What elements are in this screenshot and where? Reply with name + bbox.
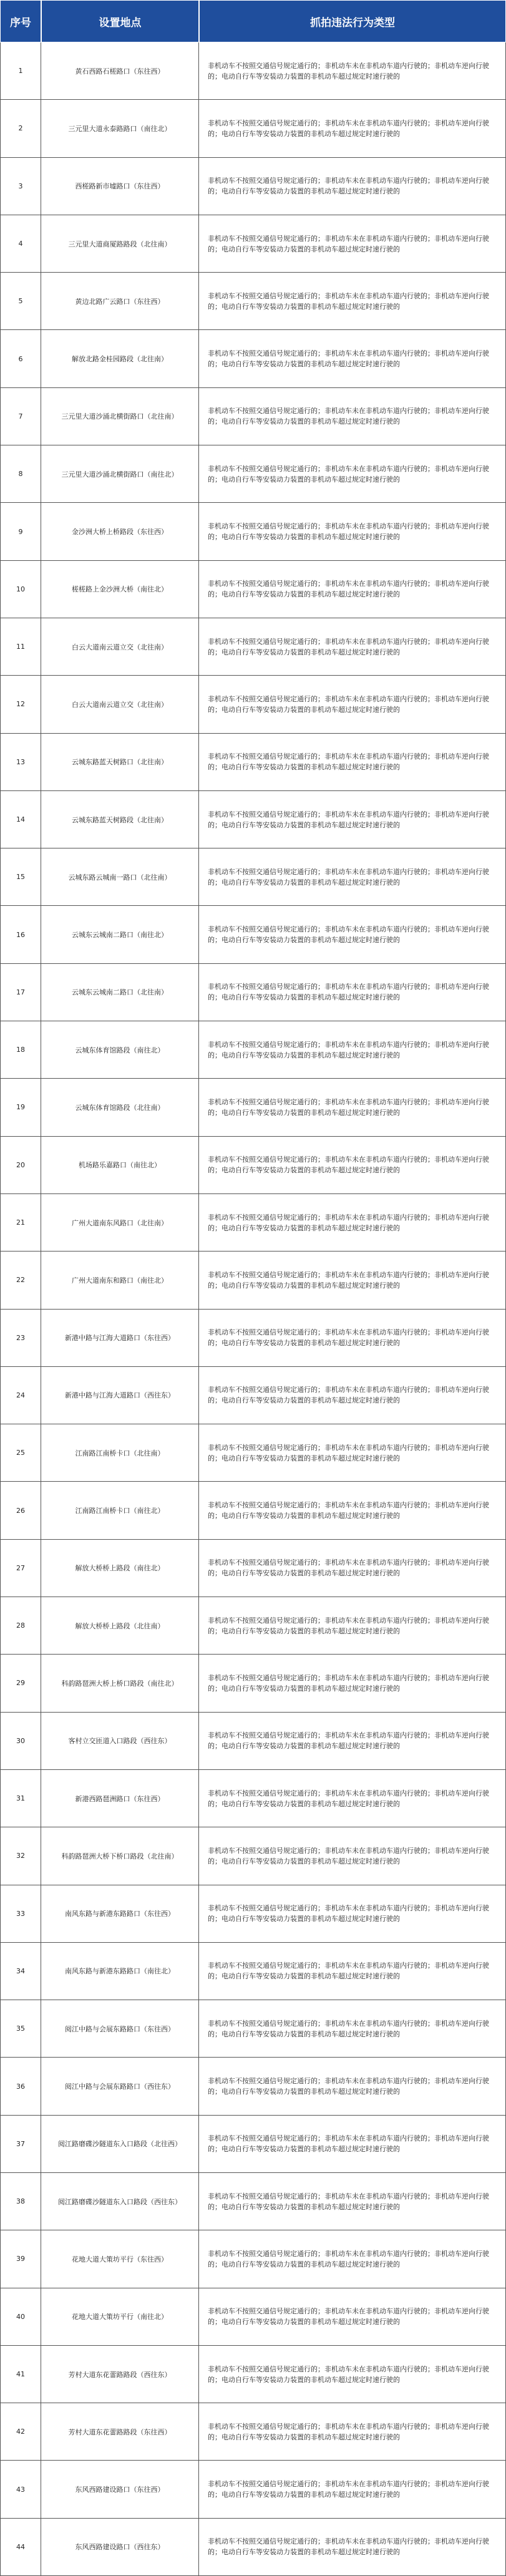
table-row — [0, 791, 506, 848]
table-row — [0, 1021, 506, 1079]
row-index: 32 — [0, 1827, 41, 1885]
row-index: 13 — [0, 734, 41, 791]
row-location: 解放大桥桥上路段（南往北） — [41, 1540, 199, 1597]
row-index: 25 — [0, 1424, 41, 1482]
row-violation-type: 非机动车不按照交通信号规定通行的；非机动车未在非机动车道内行驶的；非机动车逆向行驶的；电动自行车等安装动力装置的非机动车超过规定时速行驶的 — [199, 2058, 506, 2115]
row-violation-type: 非机动车不按照交通信号规定通行的；非机动车未在非机动车道内行驶的；非机动车逆向行驶的；电动自行车等安装动力装置的非机动车超过规定时速行驶的 — [199, 273, 506, 330]
table-row — [0, 848, 506, 906]
row-violation-type: 非机动车不按照交通信号规定通行的；非机动车未在非机动车道内行驶的；非机动车逆向行驶的；电动自行车等安装动力装置的非机动车超过规定时速行驶的 — [199, 1310, 506, 1367]
row-index: 19 — [0, 1079, 41, 1136]
table-row — [0, 734, 506, 791]
table-row — [0, 1885, 506, 1943]
row-index: 15 — [0, 848, 41, 906]
row-index: 21 — [0, 1194, 41, 1252]
table-row — [0, 618, 506, 676]
row-index: 42 — [0, 2403, 41, 2461]
row-location: 三元里大道永泰路路口（南往北） — [41, 100, 199, 157]
row-location: 科韵路琶洲大桥上桥口路段（南往北） — [41, 1655, 199, 1712]
row-location: 云城东体育馆路段（北往南） — [41, 1079, 199, 1136]
row-violation-type: 非机动车不按照交通信号规定通行的；非机动车未在非机动车道内行驶的；非机动车逆向行驶的；电动自行车等安装动力装置的非机动车超过规定时速行驶的 — [199, 1827, 506, 1885]
table-row — [0, 2403, 506, 2461]
row-index: 22 — [0, 1252, 41, 1309]
table-row — [0, 2288, 506, 2346]
row-violation-type: 非机动车不按照交通信号规定通行的；非机动车未在非机动车道内行驶的；非机动车逆向行驶的；电动自行车等安装动力装置的非机动车超过规定时速行驶的 — [199, 2000, 506, 2058]
row-location: 三元里大道沙涌北横街路口（北往南） — [41, 388, 199, 445]
table-row — [0, 1367, 506, 1424]
row-location: 金沙洲大桥上桥路段（东往西） — [41, 503, 199, 560]
row-index: 39 — [0, 2230, 41, 2288]
row-location: 三元里大道沙涌北横街路口（南往北） — [41, 445, 199, 503]
table-row — [0, 2116, 506, 2173]
row-location: 芳村大道东花蕾路路段（东往西） — [41, 2403, 199, 2461]
row-location: 阅江中路与会展东路路口（西往东） — [41, 2058, 199, 2115]
table-row — [0, 1310, 506, 1367]
row-violation-type: 非机动车不按照交通信号规定通行的；非机动车未在非机动车道内行驶的；非机动车逆向行驶的；电动自行车等安装动力装置的非机动车超过规定时速行驶的 — [199, 1943, 506, 2000]
row-location: 云城东云城南二路口（南往北） — [41, 906, 199, 963]
row-violation-type: 非机动车不按照交通信号规定通行的；非机动车未在非机动车道内行驶的；非机动车逆向行驶的；电动自行车等安装动力装置的非机动车超过规定时速行驶的 — [199, 2288, 506, 2346]
row-violation-type: 非机动车不按照交通信号规定通行的；非机动车未在非机动车道内行驶的；非机动车逆向行驶的；电动自行车等安装动力装置的非机动车超过规定时速行驶的 — [199, 561, 506, 618]
table-row — [0, 1770, 506, 1827]
row-violation-type: 非机动车不按照交通信号规定通行的；非机动车未在非机动车道内行驶的；非机动车逆向行驶的；电动自行车等安装动力装置的非机动车超过规定时速行驶的 — [199, 618, 506, 676]
row-index: 37 — [0, 2116, 41, 2173]
row-location: 广州大道南东风路口（北往南） — [41, 1194, 199, 1252]
row-violation-type: 非机动车不按照交通信号规定通行的；非机动车未在非机动车道内行驶的；非机动车逆向行驶的；电动自行车等安装动力装置的非机动车超过规定时速行驶的 — [199, 445, 506, 503]
row-violation-type: 非机动车不按照交通信号规定通行的；非机动车未在非机动车道内行驶的；非机动车逆向行驶的；电动自行车等安装动力装置的非机动车超过规定时速行驶的 — [199, 1597, 506, 1655]
row-index: 33 — [0, 1885, 41, 1943]
row-location: 阅江中路与会展东路路口（东往西） — [41, 2000, 199, 2058]
row-violation-type: 非机动车不按照交通信号规定通行的；非机动车未在非机动车道内行驶的；非机动车逆向行驶的；电动自行车等安装动力装置的非机动车超过规定时速行驶的 — [199, 1021, 506, 1079]
table-row — [0, 1655, 506, 1712]
table-row — [0, 158, 506, 215]
row-location: 黄边北路广云路口（东往西） — [41, 273, 199, 330]
row-location: 白云大道南云道立交（北往南） — [41, 676, 199, 733]
row-index: 35 — [0, 2000, 41, 2058]
row-index: 36 — [0, 2058, 41, 2115]
row-violation-type: 非机动车不按照交通信号规定通行的；非机动车未在非机动车道内行驶的；非机动车逆向行驶的；电动自行车等安装动力装置的非机动车超过规定时速行驶的 — [199, 330, 506, 387]
table-row — [0, 561, 506, 618]
row-index: 2 — [0, 100, 41, 157]
table-row — [0, 2461, 506, 2518]
row-location: 白云大道南云道立交（北往南） — [41, 618, 199, 676]
row-index: 40 — [0, 2288, 41, 2346]
row-location: 新港中路与江海大道路口（西往东） — [41, 1367, 199, 1424]
table-row — [0, 1943, 506, 2000]
row-violation-type: 非机动车不按照交通信号规定通行的；非机动车未在非机动车道内行驶的；非机动车逆向行驶的；电动自行车等安装动力装置的非机动车超过规定时速行驶的 — [199, 734, 506, 791]
row-violation-type: 非机动车不按照交通信号规定通行的；非机动车未在非机动车道内行驶的；非机动车逆向行驶的；电动自行车等安装动力装置的非机动车超过规定时速行驶的 — [199, 676, 506, 733]
row-location: 解放大桥桥上路段（北往南） — [41, 1597, 199, 1655]
row-location: 江南路江南桥卡口（北往南） — [41, 1424, 199, 1482]
row-location: 科韵路琶洲大桥下桥口路段（北往南） — [41, 1827, 199, 1885]
table-row — [0, 964, 506, 1021]
row-violation-type: 非机动车不按照交通信号规定通行的；非机动车未在非机动车道内行驶的；非机动车逆向行驶的；电动自行车等安装动力装置的非机动车超过规定时速行驶的 — [199, 1482, 506, 1539]
row-index: 11 — [0, 618, 41, 676]
row-location: 云城东路云城南一路口（北往南） — [41, 848, 199, 906]
row-violation-type: 非机动车不按照交通信号规定通行的；非机动车未在非机动车道内行驶的；非机动车逆向行驶的；电动自行车等安装动力装置的非机动车超过规定时速行驶的 — [199, 100, 506, 157]
row-violation-type: 非机动车不按照交通信号规定通行的；非机动车未在非机动车道内行驶的；非机动车逆向行驶的；电动自行车等安装动力装置的非机动车超过规定时速行驶的 — [199, 2346, 506, 2403]
row-violation-type: 非机动车不按照交通信号规定通行的；非机动车未在非机动车道内行驶的；非机动车逆向行驶的；电动自行车等安装动力装置的非机动车超过规定时速行驶的 — [199, 848, 506, 906]
row-violation-type: 非机动车不按照交通信号规定通行的；非机动车未在非机动车道内行驶的；非机动车逆向行驶的；电动自行车等安装动力装置的非机动车超过规定时速行驶的 — [199, 1885, 506, 1943]
row-violation-type: 非机动车不按照交通信号规定通行的；非机动车未在非机动车道内行驶的；非机动车逆向行驶的；电动自行车等安装动力装置的非机动车超过规定时速行驶的 — [199, 1655, 506, 1712]
row-index: 43 — [0, 2461, 41, 2518]
table-row — [0, 1137, 506, 1194]
table-row — [0, 100, 506, 157]
row-index: 23 — [0, 1310, 41, 1367]
row-index: 18 — [0, 1021, 41, 1079]
table-row — [0, 1252, 506, 1309]
table-row — [0, 1424, 506, 1482]
row-violation-type: 非机动车不按照交通信号规定通行的；非机动车未在非机动车道内行驶的；非机动车逆向行驶的；电动自行车等安装动力装置的非机动车超过规定时速行驶的 — [199, 2519, 506, 2576]
row-location: 阅江路磨碟沙隧道东入口路段（北往西） — [41, 2116, 199, 2173]
table-row — [0, 1079, 506, 1136]
table-row — [0, 1482, 506, 1539]
row-violation-type: 非机动车不按照交通信号规定通行的；非机动车未在非机动车道内行驶的；非机动车逆向行驶的；电动自行车等安装动力装置的非机动车超过规定时速行驶的 — [199, 791, 506, 848]
row-index: 9 — [0, 503, 41, 560]
row-index: 29 — [0, 1655, 41, 1712]
row-violation-type: 非机动车不按照交通信号规定通行的；非机动车未在非机动车道内行驶的；非机动车逆向行驶的；电动自行车等安装动力装置的非机动车超过规定时速行驶的 — [199, 158, 506, 215]
header-violation-type: 抓拍违法行为类型 — [199, 0, 506, 42]
row-index: 28 — [0, 1597, 41, 1655]
row-violation-type: 非机动车不按照交通信号规定通行的；非机动车未在非机动车道内行驶的；非机动车逆向行驶的；电动自行车等安装动力装置的非机动车超过规定时速行驶的 — [199, 1424, 506, 1482]
table-row — [0, 676, 506, 733]
row-index: 24 — [0, 1367, 41, 1424]
row-location: 南风东路与新港东路路口（东往西） — [41, 1885, 199, 1943]
table-row — [0, 2058, 506, 2115]
table-row — [0, 2519, 506, 2576]
table-row — [0, 330, 506, 387]
row-location: 广州大道南东和路口（南往北） — [41, 1252, 199, 1309]
row-index: 34 — [0, 1943, 41, 2000]
row-index: 16 — [0, 906, 41, 963]
row-location: 江南路江南桥卡口（南往北） — [41, 1482, 199, 1539]
table-row — [0, 1827, 506, 1885]
table-row — [0, 2230, 506, 2288]
row-violation-type: 非机动车不按照交通信号规定通行的；非机动车未在非机动车道内行驶的；非机动车逆向行驶的；电动自行车等安装动力装置的非机动车超过规定时速行驶的 — [199, 1137, 506, 1194]
row-violation-type: 非机动车不按照交通信号规定通行的；非机动车未在非机动车道内行驶的；非机动车逆向行驶的；电动自行车等安装动力装置的非机动车超过规定时速行驶的 — [199, 2173, 506, 2230]
row-violation-type: 非机动车不按照交通信号规定通行的；非机动车未在非机动车道内行驶的；非机动车逆向行驶的；电动自行车等安装动力装置的非机动车超过规定时速行驶的 — [199, 503, 506, 560]
table-row — [0, 2000, 506, 2058]
row-violation-type: 非机动车不按照交通信号规定通行的；非机动车未在非机动车道内行驶的；非机动车逆向行驶的；电动自行车等安装动力装置的非机动车超过规定时速行驶的 — [199, 1252, 506, 1309]
table-body — [0, 42, 506, 2576]
table-row — [0, 906, 506, 963]
row-index: 3 — [0, 158, 41, 215]
table-row — [0, 42, 506, 100]
row-violation-type: 非机动车不按照交通信号规定通行的；非机动车未在非机动车道内行驶的；非机动车逆向行驶的；电动自行车等安装动力装置的非机动车超过规定时速行驶的 — [199, 2403, 506, 2461]
table-row — [0, 388, 506, 445]
header-index: 序号 — [0, 0, 41, 42]
row-index: 44 — [0, 2519, 41, 2576]
row-violation-type: 非机动车不按照交通信号规定通行的；非机动车未在非机动车道内行驶的；非机动车逆向行驶的；电动自行车等安装动力装置的非机动车超过规定时速行驶的 — [199, 388, 506, 445]
header-location: 设置地点 — [41, 0, 199, 42]
row-violation-type: 非机动车不按照交通信号规定通行的；非机动车未在非机动车道内行驶的；非机动车逆向行驶的；电动自行车等安装动力装置的非机动车超过规定时速行驶的 — [199, 1194, 506, 1252]
row-index: 1 — [0, 42, 41, 100]
table-header — [0, 0, 506, 42]
row-violation-type: 非机动车不按照交通信号规定通行的；非机动车未在非机动车道内行驶的；非机动车逆向行驶的；电动自行车等安装动力装置的非机动车超过规定时速行驶的 — [199, 1367, 506, 1424]
table-row — [0, 215, 506, 273]
row-index: 38 — [0, 2173, 41, 2230]
row-violation-type: 非机动车不按照交通信号规定通行的；非机动车未在非机动车道内行驶的；非机动车逆向行驶的；电动自行车等安装动力装置的非机动车超过规定时速行驶的 — [199, 906, 506, 963]
row-location: 花地大道大策坊平行（东往西） — [41, 2230, 199, 2288]
row-violation-type: 非机动车不按照交通信号规定通行的；非机动车未在非机动车道内行驶的；非机动车逆向行驶的；电动自行车等安装动力装置的非机动车超过规定时速行驶的 — [199, 1713, 506, 1770]
table-row — [0, 1194, 506, 1252]
row-location: 西槎路新市墟路口（东往西） — [41, 158, 199, 215]
row-location: 槎槎路上金沙洲大桥（南往北） — [41, 561, 199, 618]
row-location: 南风东路与新港东路路口（南往北） — [41, 1943, 199, 2000]
row-location: 云城东云城南二路口（北往南） — [41, 964, 199, 1021]
row-index: 30 — [0, 1713, 41, 1770]
table-row — [0, 445, 506, 503]
row-location: 解放北路金桂园路段（北往南） — [41, 330, 199, 387]
row-location: 客村立交匝道入口路段（西往东） — [41, 1713, 199, 1770]
row-location: 黄石西路石槎路口（东往西） — [41, 42, 199, 100]
row-location: 三元里大道商厦路路段（北往南） — [41, 215, 199, 273]
row-index: 10 — [0, 561, 41, 618]
table-row — [0, 1540, 506, 1597]
row-violation-type: 非机动车不按照交通信号规定通行的；非机动车未在非机动车道内行驶的；非机动车逆向行驶的；电动自行车等安装动力装置的非机动车超过规定时速行驶的 — [199, 42, 506, 100]
row-violation-type: 非机动车不按照交通信号规定通行的；非机动车未在非机动车道内行驶的；非机动车逆向行驶的；电动自行车等安装动力装置的非机动车超过规定时速行驶的 — [199, 1079, 506, 1136]
row-index: 6 — [0, 330, 41, 387]
row-location: 新港中路与江海大道路口（东往西） — [41, 1310, 199, 1367]
table-row — [0, 1713, 506, 1770]
table-row — [0, 503, 506, 560]
row-index: 4 — [0, 215, 41, 273]
row-location: 云城东体育馆路段（南往北） — [41, 1021, 199, 1079]
row-violation-type: 非机动车不按照交通信号规定通行的；非机动车未在非机动车道内行驶的；非机动车逆向行驶的；电动自行车等安装动力装置的非机动车超过规定时速行驶的 — [199, 2230, 506, 2288]
row-location: 芳村大道东花蕾路路段（西往东） — [41, 2346, 199, 2403]
row-violation-type: 非机动车不按照交通信号规定通行的；非机动车未在非机动车道内行驶的；非机动车逆向行驶的；电动自行车等安装动力装置的非机动车超过规定时速行驶的 — [199, 964, 506, 1021]
row-index: 8 — [0, 445, 41, 503]
row-violation-type: 非机动车不按照交通信号规定通行的；非机动车未在非机动车道内行驶的；非机动车逆向行驶的；电动自行车等安装动力装置的非机动车超过规定时速行驶的 — [199, 2461, 506, 2518]
row-violation-type: 非机动车不按照交通信号规定通行的；非机动车未在非机动车道内行驶的；非机动车逆向行驶的；电动自行车等安装动力装置的非机动车超过规定时速行驶的 — [199, 1770, 506, 1827]
table-row — [0, 2173, 506, 2230]
row-index: 5 — [0, 273, 41, 330]
row-index: 17 — [0, 964, 41, 1021]
row-index: 31 — [0, 1770, 41, 1827]
row-location: 机场路乐嘉路口（南往北） — [41, 1137, 199, 1194]
row-violation-type: 非机动车不按照交通信号规定通行的；非机动车未在非机动车道内行驶的；非机动车逆向行驶的；电动自行车等安装动力装置的非机动车超过规定时速行驶的 — [199, 215, 506, 273]
row-location: 东风西路建设路口（东往西） — [41, 2461, 199, 2518]
row-location: 东风西路建设路口（西往东） — [41, 2519, 199, 2576]
row-index: 27 — [0, 1540, 41, 1597]
table-row — [0, 273, 506, 330]
row-location: 云城东路蓝天树路段（北往南） — [41, 791, 199, 848]
table-row — [0, 2346, 506, 2403]
row-index: 12 — [0, 676, 41, 733]
row-index: 41 — [0, 2346, 41, 2403]
row-index: 7 — [0, 388, 41, 445]
row-index: 20 — [0, 1137, 41, 1194]
row-violation-type: 非机动车不按照交通信号规定通行的；非机动车未在非机动车道内行驶的；非机动车逆向行驶的；电动自行车等安装动力装置的非机动车超过规定时速行驶的 — [199, 2116, 506, 2173]
table-row — [0, 1597, 506, 1655]
row-location: 新港西路琶洲路口（东往西） — [41, 1770, 199, 1827]
row-location: 云城东路蓝天树路口（北往南） — [41, 734, 199, 791]
row-location: 阅江路磨碟沙隧道东入口路段（西往东） — [41, 2173, 199, 2230]
row-location: 花地大道大策坊平行（南往北） — [41, 2288, 199, 2346]
row-index: 26 — [0, 1482, 41, 1539]
row-violation-type: 非机动车不按照交通信号规定通行的；非机动车未在非机动车道内行驶的；非机动车逆向行驶的；电动自行车等安装动力装置的非机动车超过规定时速行驶的 — [199, 1540, 506, 1597]
row-index: 14 — [0, 791, 41, 848]
